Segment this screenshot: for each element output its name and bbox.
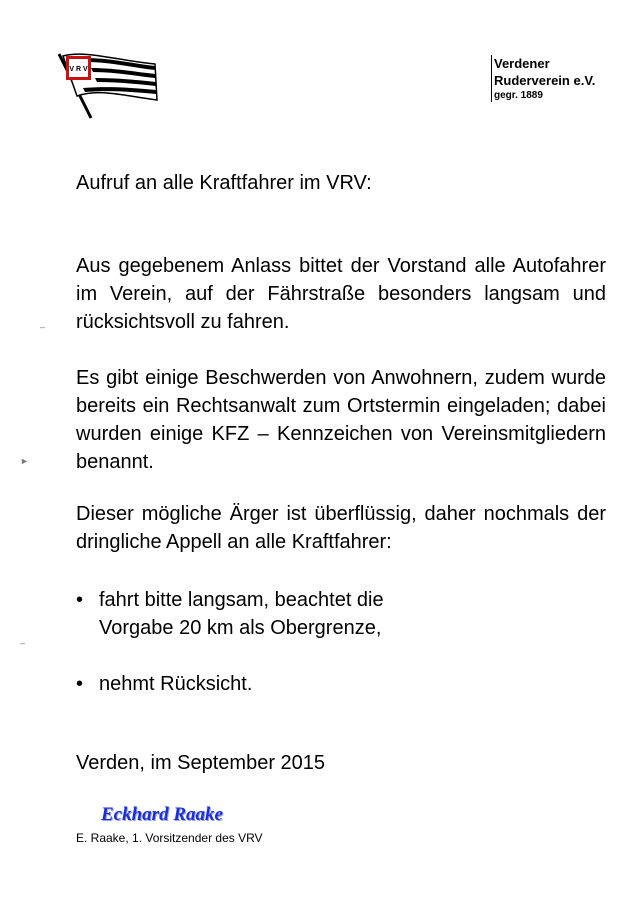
rowing-club-flag-icon bbox=[55, 48, 165, 120]
founded-year: gegr. 1889 bbox=[494, 90, 543, 101]
letter-title: Aufruf an alle Kraftfahrer im VRV: bbox=[76, 172, 372, 194]
club-logo bbox=[55, 48, 165, 120]
signature: Eckhard Raake bbox=[101, 804, 223, 825]
margin-mark: – bbox=[40, 322, 46, 332]
date-line: Verden, im September 2015 bbox=[76, 752, 326, 774]
list-item bbox=[76, 586, 596, 642]
bullet-icon: • bbox=[76, 589, 84, 611]
paragraph-complaints: Es gibt einige Beschwerden von Anwohnern, zudem wurde bereits ein Rechtsanwalt zum Ortstermin eingeladen; dabei wurden einige KFZ – Kennzeichen von Vereinsmitgliedern benannt. bbox=[76, 367, 606, 473]
paragraph-request: Aus gegebenem Anlass bittet der Vorstand alle Autofahrer im Verein, auf der Fährstraße besonders langsam und rücksichtsvoll zu fahren. bbox=[76, 255, 606, 333]
club-header bbox=[491, 55, 595, 102]
bullet-icon: • bbox=[76, 673, 84, 695]
club-name-line2: Ruderverein e.V. bbox=[494, 73, 596, 88]
paragraph-appeal: Dieser mögliche Ärger ist überflüssig, daher nochmals der dringliche Appell an alle Kraftfahrer: bbox=[76, 503, 606, 553]
list-item bbox=[76, 670, 596, 698]
margin-arrow-icon: ► bbox=[20, 456, 29, 466]
margin-mark: – bbox=[20, 638, 26, 648]
bullet-text: fahrt bitte langsam, beachtet die Vorgabe 20 km als Obergrenze, bbox=[99, 589, 384, 639]
logo-text: V R V bbox=[69, 66, 88, 73]
bullet-text: nehmt Rücksicht. bbox=[99, 673, 253, 695]
club-name-line1: Verdener bbox=[494, 56, 550, 71]
signatory-line: E. Raake, 1. Vorsitzender des VRV bbox=[76, 831, 263, 845]
